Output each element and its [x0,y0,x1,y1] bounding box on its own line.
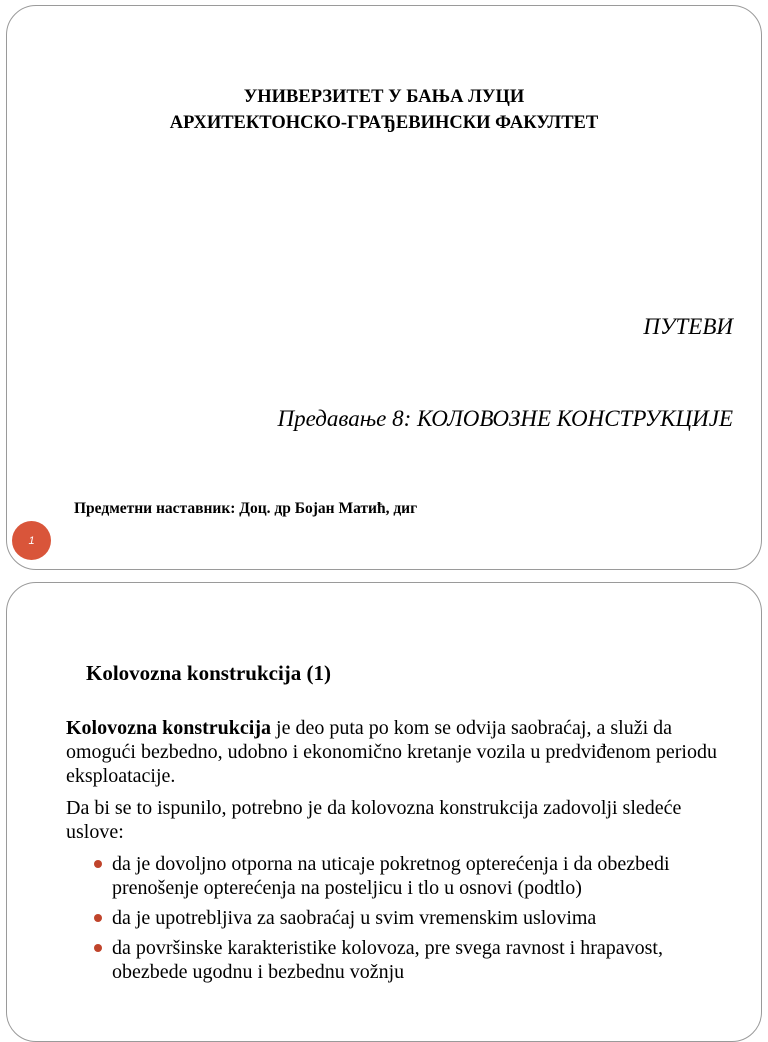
slide-number-badge: 1 [12,521,51,560]
conditions-list [66,852,736,984]
list-item [112,906,736,930]
bullet-dot-icon [94,944,102,952]
list-item-text: da je dovoljno otporna na uticaje pokretnog opterećenja i da obezbedi prenošenje opterećenja na posteljicu i tlo u osnovi (podtlo) [112,853,670,899]
list-item [112,852,736,900]
list-item-text: da je upotrebljiva za saobraćaj u svim vremenskim uslovima [112,907,597,929]
bullet-dot-icon [94,860,102,868]
slide-title: Kolovozna konstrukcija (1) [86,661,332,685]
content-slide [6,582,762,1042]
definition-text: je deo puta po kom se odvija saobraćaj, a služi da omogući bezbedno, udobno i ekonomično kretanje vozila u predviđenom periodu eksploatacije. [66,717,717,787]
definition-term: Kolovozna konstrukcija [66,717,272,739]
definition-paragraph [66,716,736,788]
university-name: УНИВЕРЗИТЕТ У БАЊА ЛУЦИ [243,87,525,107]
list-item [112,936,736,984]
slide-body [66,716,736,990]
faculty-name: АРХИТЕКТОНСКО-ГРАЂЕВИНСКИ ФАКУЛТЕТ [169,113,599,133]
title-slide [6,5,762,570]
bullet-dot-icon [94,914,102,922]
course-title: ПУТЕВИ [643,314,733,339]
conditions-intro: Da bi se to ispunilo, potrebno je da kolovozna konstrukcija zadovolji sledeće uslove: [66,797,682,843]
lecture-title: Предавање 8: КОЛОВОЗНЕ КОНСТРУКЦИЈЕ [277,406,733,431]
list-item-text: da površinske karakteristike kolovoza, pre svega ravnost i hrapavost, obezbede ugodnu i bezbednu vožnju [112,937,663,983]
instructor-line: Предметни наставник: Доц. др Бојан Матић, диг [74,500,418,517]
